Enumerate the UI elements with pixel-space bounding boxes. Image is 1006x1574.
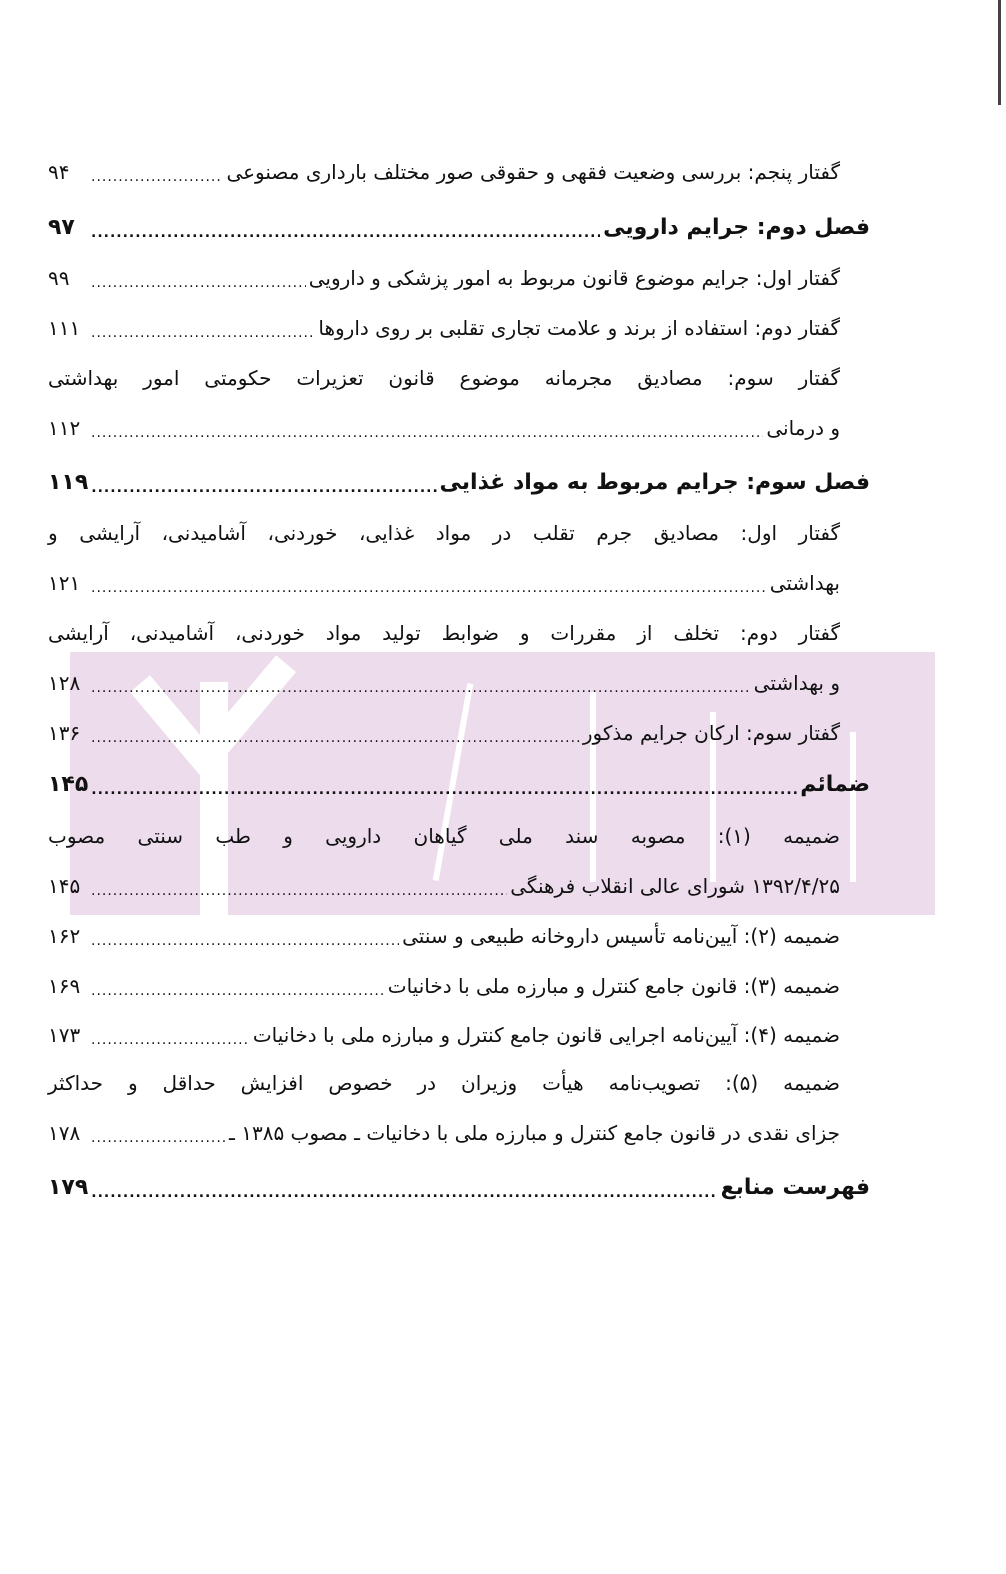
page-number: ۱۱۱ [48,316,81,340]
dot-leader [91,775,797,805]
dot-leader [91,218,600,248]
page-number: ۱۴۵ [48,874,81,898]
page-number: ۹۴ [48,160,70,184]
dot-leader [91,162,223,192]
toc-entry [48,1015,840,1055]
dot-leader [91,926,399,956]
toc-entry-title: ضمیمه (۴): آیین‌نامه اجرایی قانون جامع کنترل و مبارزه ملی با دخانیات [252,1023,840,1047]
toc-entry-title: فصل دوم: جرایم دارویی [603,215,870,240]
page-number: ۱۶۹ [48,974,81,998]
toc-entry [48,713,840,753]
dot-leader [91,318,315,348]
dot-leader [91,268,306,298]
toc-entry [48,308,840,348]
dot-leader [91,573,767,603]
toc-entry-title: ضمیمه (۲): آیین‌نامه تأسیس داروخانه طبیعی و سنتی [402,924,840,948]
toc-chapter-entry [48,765,870,805]
toc-chapter-entry [48,1168,870,1208]
toc-entry-title: جزای نقدی در قانون جامع کنترل و مبارزه ملی با دخانیات ـ مصوب ۱۳۸۵ ـ [229,1121,840,1145]
toc-chapter-entry [48,208,870,248]
page-number: ۱۲۱ [48,571,81,595]
dot-leader [91,1178,717,1208]
toc-entry-title: و بهداشتی [753,671,840,695]
toc-entry-title: ضمیمه (۵): تصویب‌نامه هیأت وزیران در خصوص افزایش حداقل و حداکثر [48,1071,840,1095]
toc-entry [48,916,840,956]
page-number: ۱۲۸ [48,671,81,695]
page-number: ۱۷۳ [48,1023,81,1047]
toc-entry-title: ضمیمه (۱): مصوبه سند ملی گیاهان دارویی و طب سنتی مصوب [48,824,840,848]
toc-chapter-entry [48,463,870,503]
toc-entry-title: بهداشتی [769,571,840,595]
page-number: ۱۷۸ [48,1121,81,1145]
dot-leader [91,673,751,703]
toc-entry [48,1113,840,1153]
dot-leader [91,723,580,753]
toc-entry-title: گفتار اول: جرایم موضوع قانون مربوط به امور پزشکی و دارویی [308,266,840,290]
dot-leader [91,1123,226,1153]
dot-leader [91,876,507,906]
toc-entry [48,408,840,448]
page-number: ۹۷ [48,215,75,240]
page-number: ۱۳۶ [48,721,81,745]
toc-entry [48,816,840,856]
toc-entry [48,152,840,192]
page-number: ۱۴۵ [48,772,89,797]
dot-leader [91,976,385,1006]
dot-leader [91,418,763,448]
toc-entry-title: ۱۳۹۲/۴/۲۵ شورای عالی انقلاب فرهنگی [510,874,840,898]
toc-entry-title: گفتار دوم: تخلف از مقررات و ضوابط تولید مواد خوردنی، آشامیدنی، آرایشی [48,621,840,645]
toc-entry-title: فصل سوم: جرایم مربوط به مواد غذایی [439,470,870,495]
dot-leader [91,473,436,503]
toc-entry [48,613,840,653]
page-number: ۱۷۹ [48,1175,89,1200]
page-edge [998,0,1001,105]
toc-entry-title: ضمائم [800,772,870,797]
page-number: ۹۹ [48,266,70,290]
toc-entry-title: و درمانی [766,416,840,440]
toc-entry [48,966,840,1006]
toc-entry-title: فهرست منابع [720,1175,870,1200]
toc-entry [48,358,840,398]
toc-entry-title: گفتار سوم: مصادیق مجرمانه موضوع قانون تعزیرات حکومتی امور بهداشتی [48,366,840,390]
page-number: ۱۶۲ [48,924,81,948]
page-number: ۱۱۹ [48,470,89,495]
dot-leader [91,1025,250,1055]
toc-entry-title: گفتار اول: مصادیق جرم تقلب در مواد غذایی، خوردنی، آشامیدنی، آرایشی و [48,521,840,545]
toc-entry-title: ضمیمه (۳): قانون جامع کنترل و مبارزه ملی با دخانیات [387,974,840,998]
toc-entry-title: گفتار دوم: استفاده از برند و علامت تجاری تقلبی بر روی داروها [318,316,840,340]
toc-entry [48,866,840,906]
toc-entry-title: گفتار پنجم: بررسی وضعیت فقهی و حقوقی صور مختلف بارداری مصنوعی [226,160,840,184]
toc-entry [48,1063,840,1103]
toc-entry-title: گفتار سوم: ارکان جرایم مذکور [582,721,840,745]
toc-entry [48,663,840,703]
toc-entry [48,563,840,603]
page-number: ۱۱۲ [48,416,81,440]
toc-entry [48,258,840,298]
toc-entry [48,513,840,553]
